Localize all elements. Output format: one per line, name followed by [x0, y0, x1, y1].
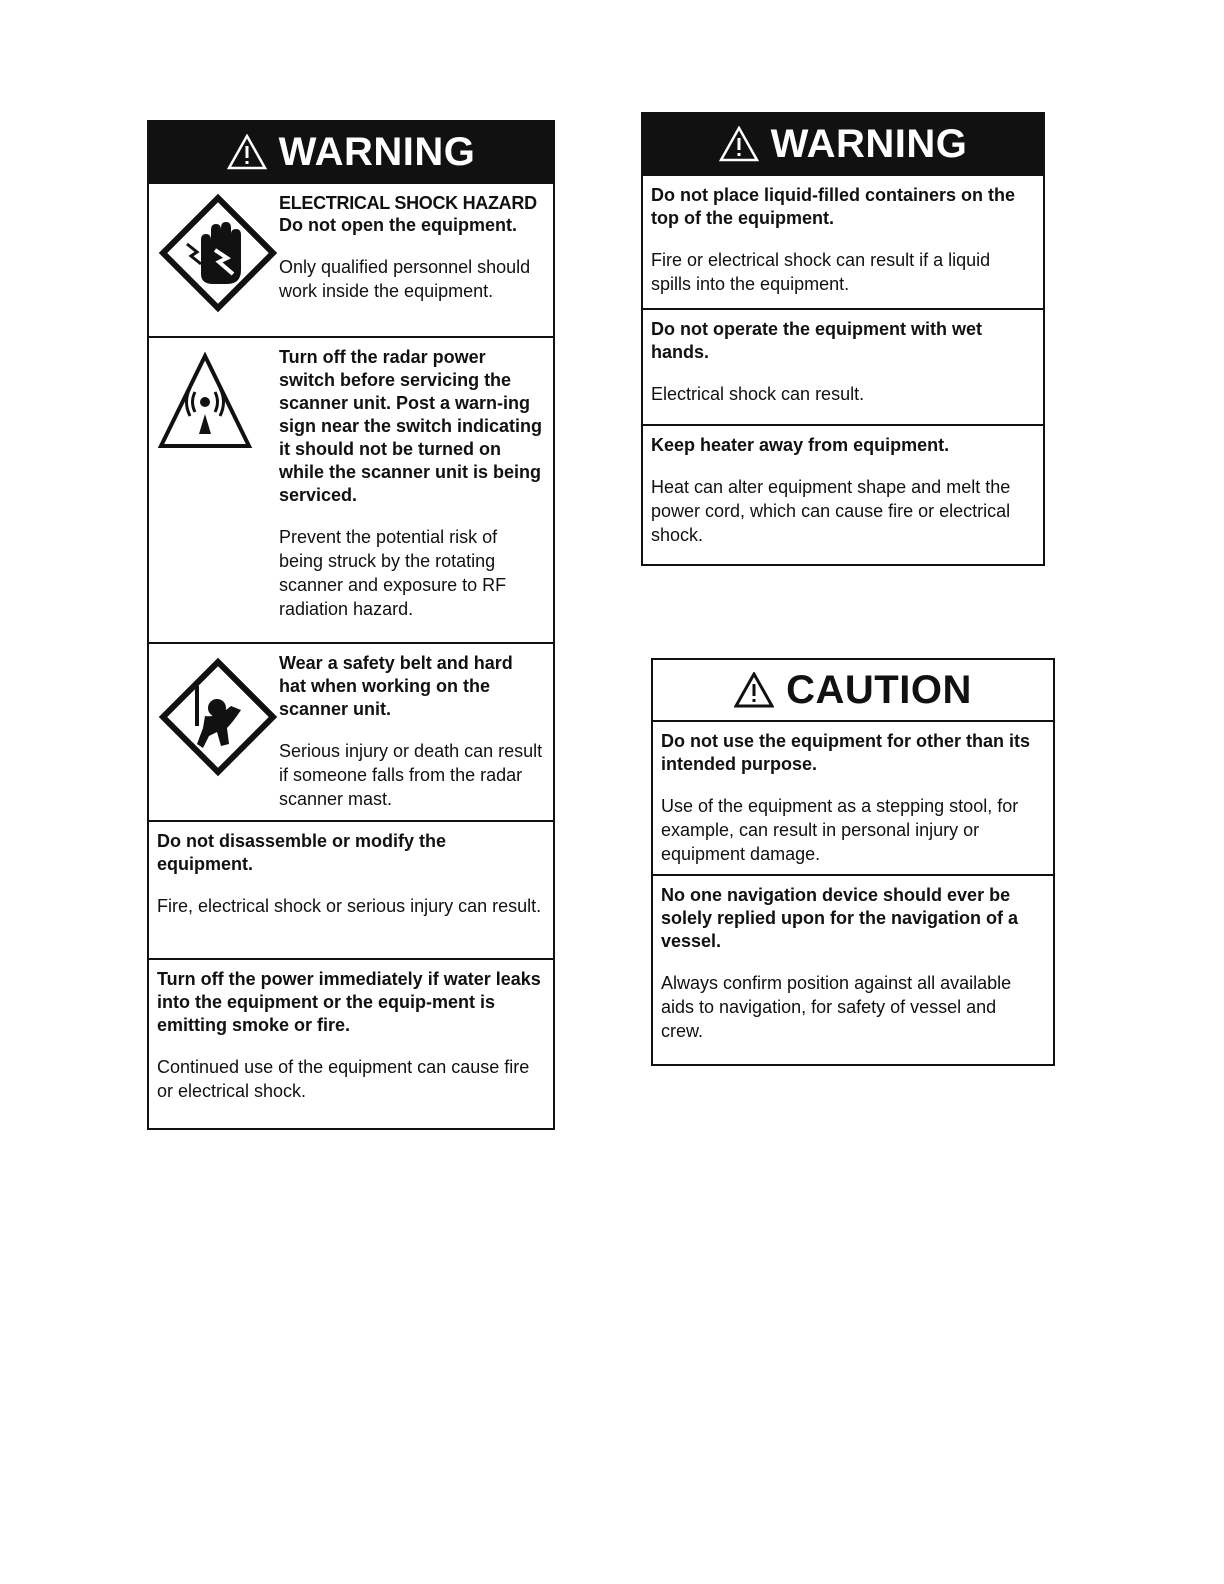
warning-section-water: [149, 958, 553, 1128]
warning-instruction: Do not open the equipment.: [279, 215, 517, 235]
warning-section-fall: [149, 642, 553, 820]
caution-section-purpose: [653, 722, 1053, 874]
warning-description: Electrical shock can result.: [651, 384, 865, 404]
warning-title: WARNING: [278, 129, 476, 174]
caution-header: [653, 660, 1053, 722]
warning-description: Fire, electrical shock or serious injury can result.: [157, 896, 542, 916]
warning-section-heater: [643, 424, 1043, 564]
electric-shock-hand-icon: [157, 192, 279, 314]
warning-instruction: Turn off the power immediately if water leaks into the equipment or the equip-ment is emitting smoke or fire.: [157, 969, 541, 1035]
caution-description: Use of the equipment as a stepping stool, for example, can result in personal injury or equipment damage.: [661, 796, 1019, 864]
warning-description: Continued use of the equipment can cause fire or electrical shock.: [157, 1057, 530, 1101]
warning-description: Fire or electrical shock can result if a liquid spills into the equipment.: [651, 250, 991, 294]
warning-instruction: Wear a safety belt and hard hat when working on the scanner unit.: [279, 653, 513, 719]
hazard-label: ELECTRICAL SHOCK HAZARD: [279, 193, 537, 213]
warning-triangle-icon: [227, 134, 267, 170]
warning-section-shock: [149, 184, 553, 336]
warning-panel-right: [641, 112, 1045, 566]
warning-description: Prevent the potential risk of being struck by the rotating scanner and exposure to RF radiation hazard.: [279, 527, 507, 619]
warning-instruction: Do not disassemble or modify the equipment.: [157, 831, 447, 874]
warning-section-liquid: [643, 176, 1043, 308]
rf-radiation-warning-icon: [157, 352, 279, 474]
caution-instruction: No one navigation device should ever be solely replied upon for the navigation of a vessel.: [661, 885, 1019, 951]
caution-title: CAUTION: [786, 667, 972, 712]
caution-panel: [651, 658, 1055, 1066]
warning-instruction: Keep heater away from equipment.: [651, 435, 950, 455]
warning-instruction: Do not operate the equipment with wet hands.: [651, 319, 983, 362]
warning-description: Only qualified personnel should work inside the equipment.: [279, 257, 531, 301]
warning-header: [149, 122, 553, 184]
caution-triangle-icon: [734, 672, 774, 708]
warning-section-disassemble: [149, 820, 553, 958]
warning-triangle-icon: [719, 126, 759, 162]
warning-header: [643, 114, 1043, 176]
caution-instruction: Do not use the equipment for other than its intended purpose.: [661, 731, 1030, 774]
warning-panel-left: [147, 120, 555, 1130]
fall-hazard-icon: [157, 656, 279, 778]
warning-description: Heat can alter equipment shape and melt the power cord, which can cause fire or electrical shock.: [651, 477, 1011, 545]
warning-instruction: Turn off the radar power switch before servicing the scanner unit. Post a warn-ing sign near the switch indicating it should not be turned on while the scanner unit is being serviced.: [279, 347, 543, 505]
warning-instruction: Do not place liquid-filled containers on the top of the equipment.: [651, 185, 1016, 228]
caution-section-navigation: [653, 874, 1053, 1060]
warning-section-wet-hands: [643, 308, 1043, 424]
warning-title: WARNING: [770, 121, 968, 166]
caution-description: Always confirm position against all available aids to navigation, for safety of vessel and crew.: [661, 973, 1012, 1041]
warning-description: Serious injury or death can result if someone falls from the radar scanner mast.: [279, 741, 543, 809]
warning-section-rf: [149, 336, 553, 642]
